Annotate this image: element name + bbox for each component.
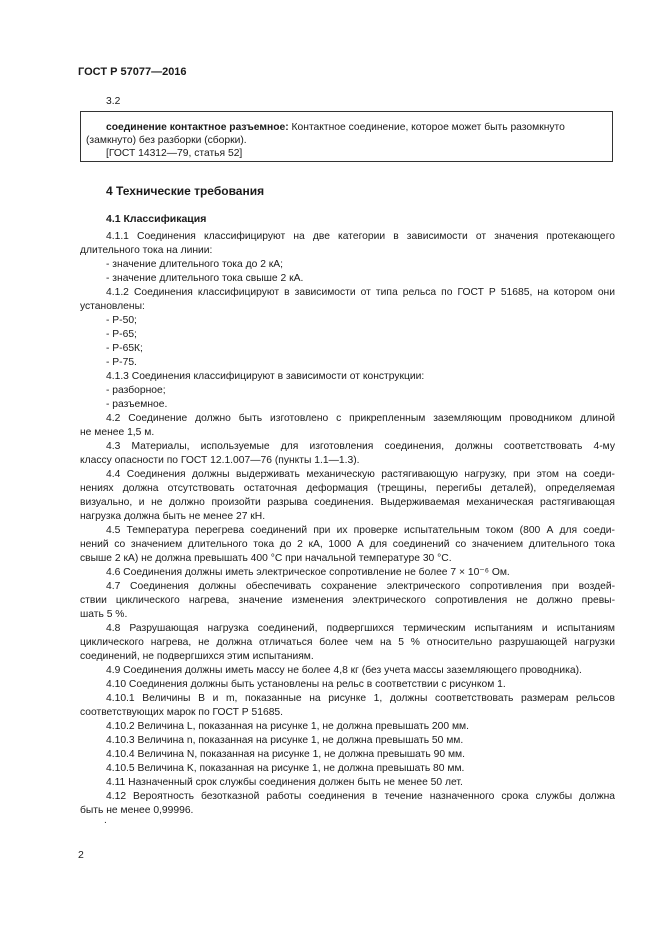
list-item: - Р-65; <box>106 329 137 340</box>
text-line: 4.1.2 Соединения классифицируют в зависимости от типа рельса по ГОСТ Р 51685, на котором они <box>106 287 615 298</box>
text-line: 4.1.3 Соединения классифицируют в зависимости от конструкции: <box>106 371 425 382</box>
text-line: 4.3 Материалы, используемые для изготовления соединения, должны соответствовать 4-му <box>106 441 615 452</box>
text-line: 4.10.4 Величина N, показанная на рисунке 1, не должна превышать 90 мм. <box>106 749 465 760</box>
text-line: 4.1.1 Соединения классифицируют на две категории в зависимости от значения протекающего <box>106 231 615 242</box>
term-name: соединение контактное разъемное: <box>106 122 289 133</box>
text-line: 4.8 Разрушающая нагрузка соединений, подвергшихся термическим испытаниям и испытаниям <box>106 623 615 634</box>
text-line: 4.10.1 Величины B и m, показанные на рисунке 1, должны соответствовать размерам рельсов <box>106 693 615 704</box>
text-line: шать 5 %. <box>80 609 128 620</box>
text-line: классу опасности по ГОСТ 12.1.007—76 (пункты 1.1—1.3). <box>80 455 360 466</box>
term-definition-end: (замкнуто) без разборки (сборки). <box>86 135 247 146</box>
footer-mark: . <box>104 815 107 826</box>
text-line: 4.2 Соединение должно быть изготовлено с прикрепленным заземляющим проводником длиной <box>106 413 615 424</box>
text-line: 4.10.5 Величина K, показанная на рисунке 1, не должна превышать 80 мм. <box>106 763 465 774</box>
text-line: соответствующих марок по ГОСТ Р 51685. <box>80 707 284 718</box>
text-line: 4.7 Соединения должны обеспечивать сохранение электрического сопротивления при воздей- <box>106 581 615 592</box>
term-line-1 <box>106 121 565 134</box>
text-line: 4.10 Соединения должны быть установлены на рельс в соответствии с рисунком 1. <box>106 679 506 690</box>
list-item: - значение длительного тока свыше 2 кА. <box>106 273 304 284</box>
list-item: - значение длительного тока до 2 кА; <box>106 259 284 270</box>
term-source: [ГОСТ 14312—79, статья 52] <box>106 148 243 159</box>
text-line: 4.12 Вероятность безотказной работы соединения в течение назначенного срока службы должна <box>106 791 615 802</box>
section-title: 4 Технические требования <box>106 184 265 198</box>
text-line: нений со значением длительного тока до 2 кА, 1000 А для соединений со значением длительного тока <box>80 539 615 550</box>
list-item: - разборное; <box>106 385 166 396</box>
text-line: 4.9 Соединения должны иметь массу не более 4,8 кг (без учета массы заземляющего проводника). <box>106 665 582 676</box>
term-definition-box <box>80 111 613 162</box>
term-number: 3.2 <box>106 96 121 107</box>
text-line: 4.4 Соединения должны выдерживать механическую растягивающую нагрузку, при этом на соеди- <box>106 469 615 480</box>
text-line: 4.10.2 Величина L, показанная на рисунке 1, не должна превышать 200 мм. <box>106 721 469 732</box>
text-line: установлены: <box>80 301 145 312</box>
list-item: - Р-50; <box>106 315 137 326</box>
text-line: длительного тока на линии: <box>80 245 213 256</box>
page-number: 2 <box>78 849 84 861</box>
text-line: 4.11 Назначенный срок службы соединения должен быть не менее 50 лет. <box>106 777 463 788</box>
subsection-title: 4.1 Классификация <box>106 213 207 225</box>
text-line: циклического нагрева, не должна отличаться более чем на 5 % относительно разрушающей нагрузки <box>80 637 615 648</box>
list-item: - разъемное. <box>106 399 168 410</box>
text-line: соединений, не подвергшихся этим испытаниям. <box>80 651 314 662</box>
text-line: быть не менее 0,99996. <box>80 805 194 816</box>
text-line: не менее 1,5 м. <box>80 427 155 438</box>
list-item: - Р-75. <box>106 357 137 368</box>
text-line: нениях должна отсутствовать остаточная деформация (трещины, перегибы деталей), определяемая <box>80 483 615 494</box>
text-line: нагрузка должна быть не менее 27 кН. <box>80 511 266 522</box>
text-line: 4.10.3 Величина n, показанная на рисунке 1, не должна превышать 50 мм. <box>106 735 464 746</box>
list-item: - Р-65К; <box>106 343 143 354</box>
text-line: 4.6 Соединения должны иметь электрическое сопротивление не более 7 × 10⁻⁶ Ом. <box>106 567 510 578</box>
text-line: визуально, и не должно произойти разрыва соединения. Выдерживаемая механическая растягивающая <box>80 497 615 508</box>
term-definition-start: Контактное соединение, которое может быть разомкнуто <box>291 122 565 133</box>
text-line: свыше 2 кА) не должна превышать 400 °С при начальной температуре 30 °С. <box>80 553 452 564</box>
document-header: ГОСТ Р 57077—2016 <box>78 66 187 78</box>
text-line: 4.5 Температура перегрева соединений при их проверке испытательным током (800 А для соеди- <box>106 525 615 536</box>
text-line: ствии циклического нагрева, значение изменения электрического сопротивления не должно превы- <box>80 595 615 606</box>
